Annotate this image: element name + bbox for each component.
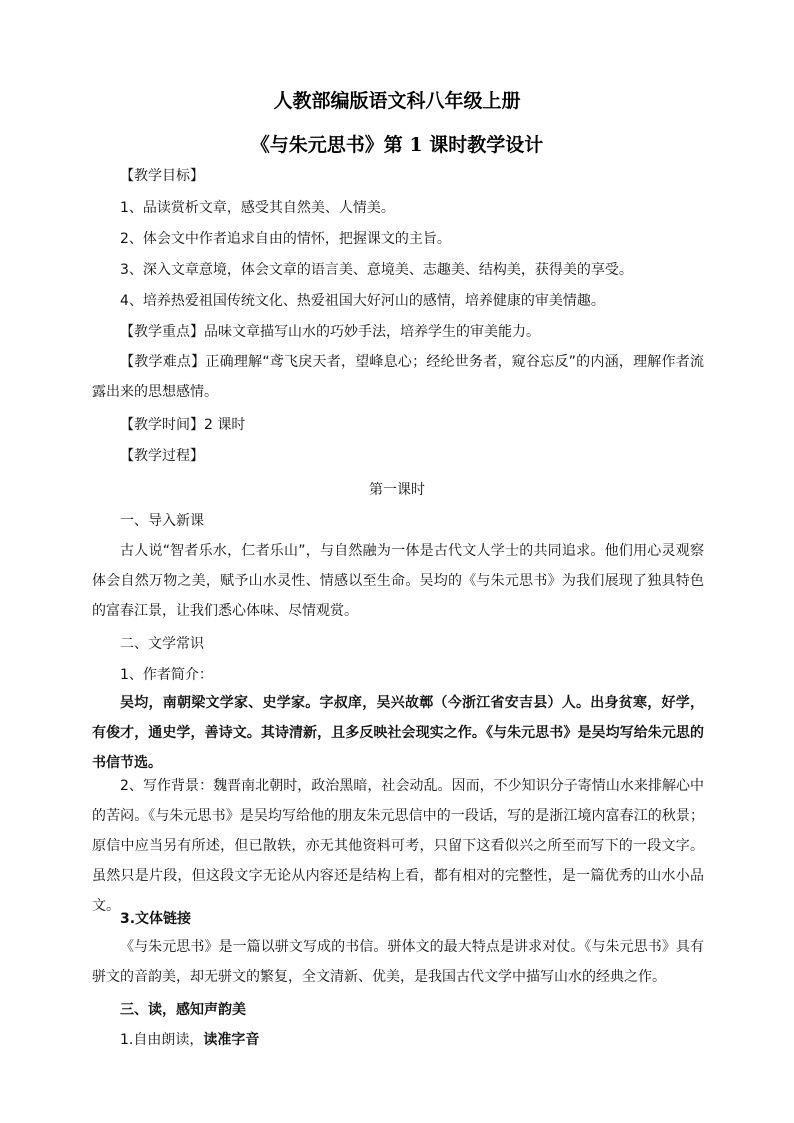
goal-item-3: 3、深入文章意境，体会文章的语言美、意境美、志趣美、结构美，获得美的享受。: [120, 262, 633, 278]
time-heading: 【教学时间】: [120, 417, 204, 433]
author-label: 1、作者简介：: [120, 667, 213, 683]
difficulty-paragraph: [92, 347, 704, 407]
difficulty-heading: 【教学难点】: [120, 354, 206, 370]
author-paragraph: 吴均，南朝梁文学家、史学家。字叔庠，吴兴故鄣（今浙江省安吉县）人。出身贫寒，好学，有俊才，通史学，善诗文。其诗清新，且多反映社会现实之作。《与朱元思书》是吴均写给朱元思的书信节选。: [92, 695, 704, 771]
key-point-heading: 【教学重点】: [120, 324, 204, 340]
background-paragraph: 2、写作背景：魏晋南北朝时，政治黑暗，社会动乱。因而，不少知识分子寄情山水来排解心中的苦闷。《与朱元思书》是吴均写给他的朋友朱元思信中的一段话，写的是浙江境内富春江的秋景；原信中应当另有所述，但已散轶，亦无其他资料可考，只留下这看似兴之所至而写下的一段文字。虽然只是片段，但这段文字无论从内容还是结构上看，都有相对的完整性，是一篇优秀的山水小品文。: [92, 778, 704, 914]
key-point-text: 品味文章描写山水的巧妙手法，培养学生的审美能力。: [204, 324, 540, 340]
document-subtitle: 《与朱元思书》第 1 课时教学设计: [250, 134, 544, 156]
process-heading: 【教学过程】: [120, 448, 204, 464]
section1-paragraph: 古人说“智者乐水，仁者乐山”，与自然融为一体是古代文人学士的共同追求。他们用心灵观察体会自然万物之美，赋予山水灵性、情感以至生命。吴均的《与朱元思书》为我们展现了独具特色的富春江景，让我们悉心体味、尽情观赏。: [92, 543, 704, 619]
lesson-title: 第一课时: [369, 482, 425, 498]
goal-item-4: 4、培养热爱祖国传统文化、热爱祖国大好河山的感情，培养健康的审美情趣。: [120, 293, 605, 309]
section2-heading: 二、文学常识: [120, 636, 204, 652]
section3-step1: [120, 1030, 259, 1050]
time-line: [120, 415, 245, 435]
key-point-line: [120, 322, 540, 342]
difficulty-text: 正确理解“鸢飞戾天者，望峰息心；经纶世务者，窥谷忘反”的内涵，理解作者流露出来的思想感情。: [92, 354, 704, 400]
time-text: 2 课时: [204, 417, 246, 433]
section1-heading: 一、导入新课: [120, 513, 204, 529]
style-heading: 3.文体链接: [120, 911, 192, 927]
goal-item-2: 2、体会文中作者追求自由的情怀，把握课文的主旨。: [120, 231, 451, 247]
step1-bold: 读准字音: [203, 1032, 260, 1048]
goal-item-1: 1、品读赏析文章，感受其自然美、人情美。: [120, 200, 395, 216]
document-title: 人教部编版语文科八年级上册: [273, 90, 521, 112]
step1-prefix: 1.自由朗读，: [120, 1032, 204, 1048]
section3-heading: 三、读，感知声韵美: [120, 1002, 246, 1018]
goals-heading: 【教学目标】: [120, 168, 204, 184]
style-paragraph: 《与朱元思书》是一篇以骈文写成的书信。骈体文的最大特点是讲求对仗。《与朱元思书》具有骈文的音韵美，却无骈文的繁复，全文清新、优美，是我国古代文学中描写山水的经典之作。: [92, 939, 704, 985]
